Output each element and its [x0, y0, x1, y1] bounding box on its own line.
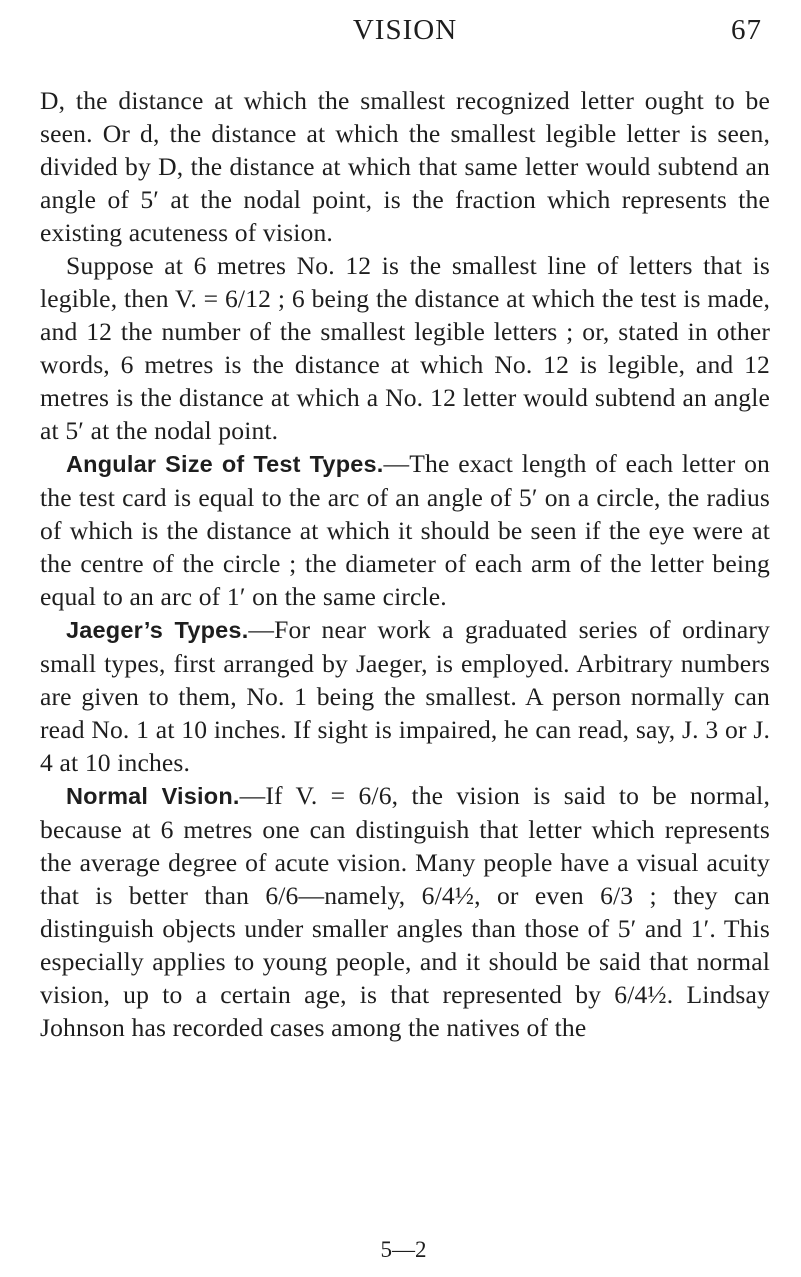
paragraph-visual-acuity-example [40, 249, 770, 447]
paragraph-text: —For near work a graduated series of ordinary small types, first arranged by Jaeger, is employed. Arbitrary numbers are given to them, No. 1 being the smallest. A person normally can read No. 1 at 10 inches. If sight is impaired, he can read, say, J. 3 or J. 4 at 10 inches. [40, 615, 770, 777]
section-heading: Normal Vision. [66, 783, 240, 809]
paragraph-continuation [40, 84, 770, 249]
paragraph-angular-size [40, 447, 770, 613]
running-head [40, 12, 770, 52]
book-page [40, 12, 770, 1044]
section-heading: Jaeger’s Types. [66, 617, 249, 643]
signature-text: 5—2 [380, 1237, 427, 1262]
body-text [40, 84, 770, 1044]
page-number: 67 [731, 14, 762, 46]
signature-mark [0, 1237, 801, 1263]
paragraph-text: D, the distance at which the smallest recognized letter ought to be seen. Or d, the distance at which the smallest legible letter is seen, divided by D, the distance at which that same letter would subtend an angle of 5′ at the nodal point, is the fraction which represents the existing acuteness of vision. [40, 86, 770, 247]
paragraph-text: —If V. = 6/6, the vision is said to be normal, because at 6 metres one can distinguish that letter which represents the average degree of acute vision. Many people have a visual acuity that is better than 6/6—namely, 6/4½, or even 6/3 ; they can distinguish objects under smaller angles than those of 5′ and 1′. This especially applies to young people, and it should be said that normal vision, up to a certain age, is that represented by 6/4½. Lindsay Johnson has recorded cases among the natives of the [40, 781, 770, 1042]
paragraph-normal-vision [40, 779, 770, 1044]
section-heading: Angular Size of Test Types. [66, 451, 384, 477]
paragraph-text: Suppose at 6 metres No. 12 is the smallest line of letters that is legible, then V. = 6/12 ; 6 being the distance at which the test is made, and 12 the number of the smallest legible letters ; or, stated in other words, 6 metres is the distance at which No. 12 is legible, and 12 metres is the distance at which a No. 12 letter would subtend an angle at 5′ at the nodal point. [40, 251, 770, 445]
running-title: VISION [352, 14, 458, 46]
paragraph-text: —The exact length of each letter on the test card is equal to the arc of an angle of 5′ on a circle, the radius of which is the distance at which it should be seen if the eye were at the centre of the circle ; the diameter of each arm of the letter being equal to an arc of 1′ on the same circle. [40, 449, 770, 611]
paragraph-jaeger-types [40, 613, 770, 779]
